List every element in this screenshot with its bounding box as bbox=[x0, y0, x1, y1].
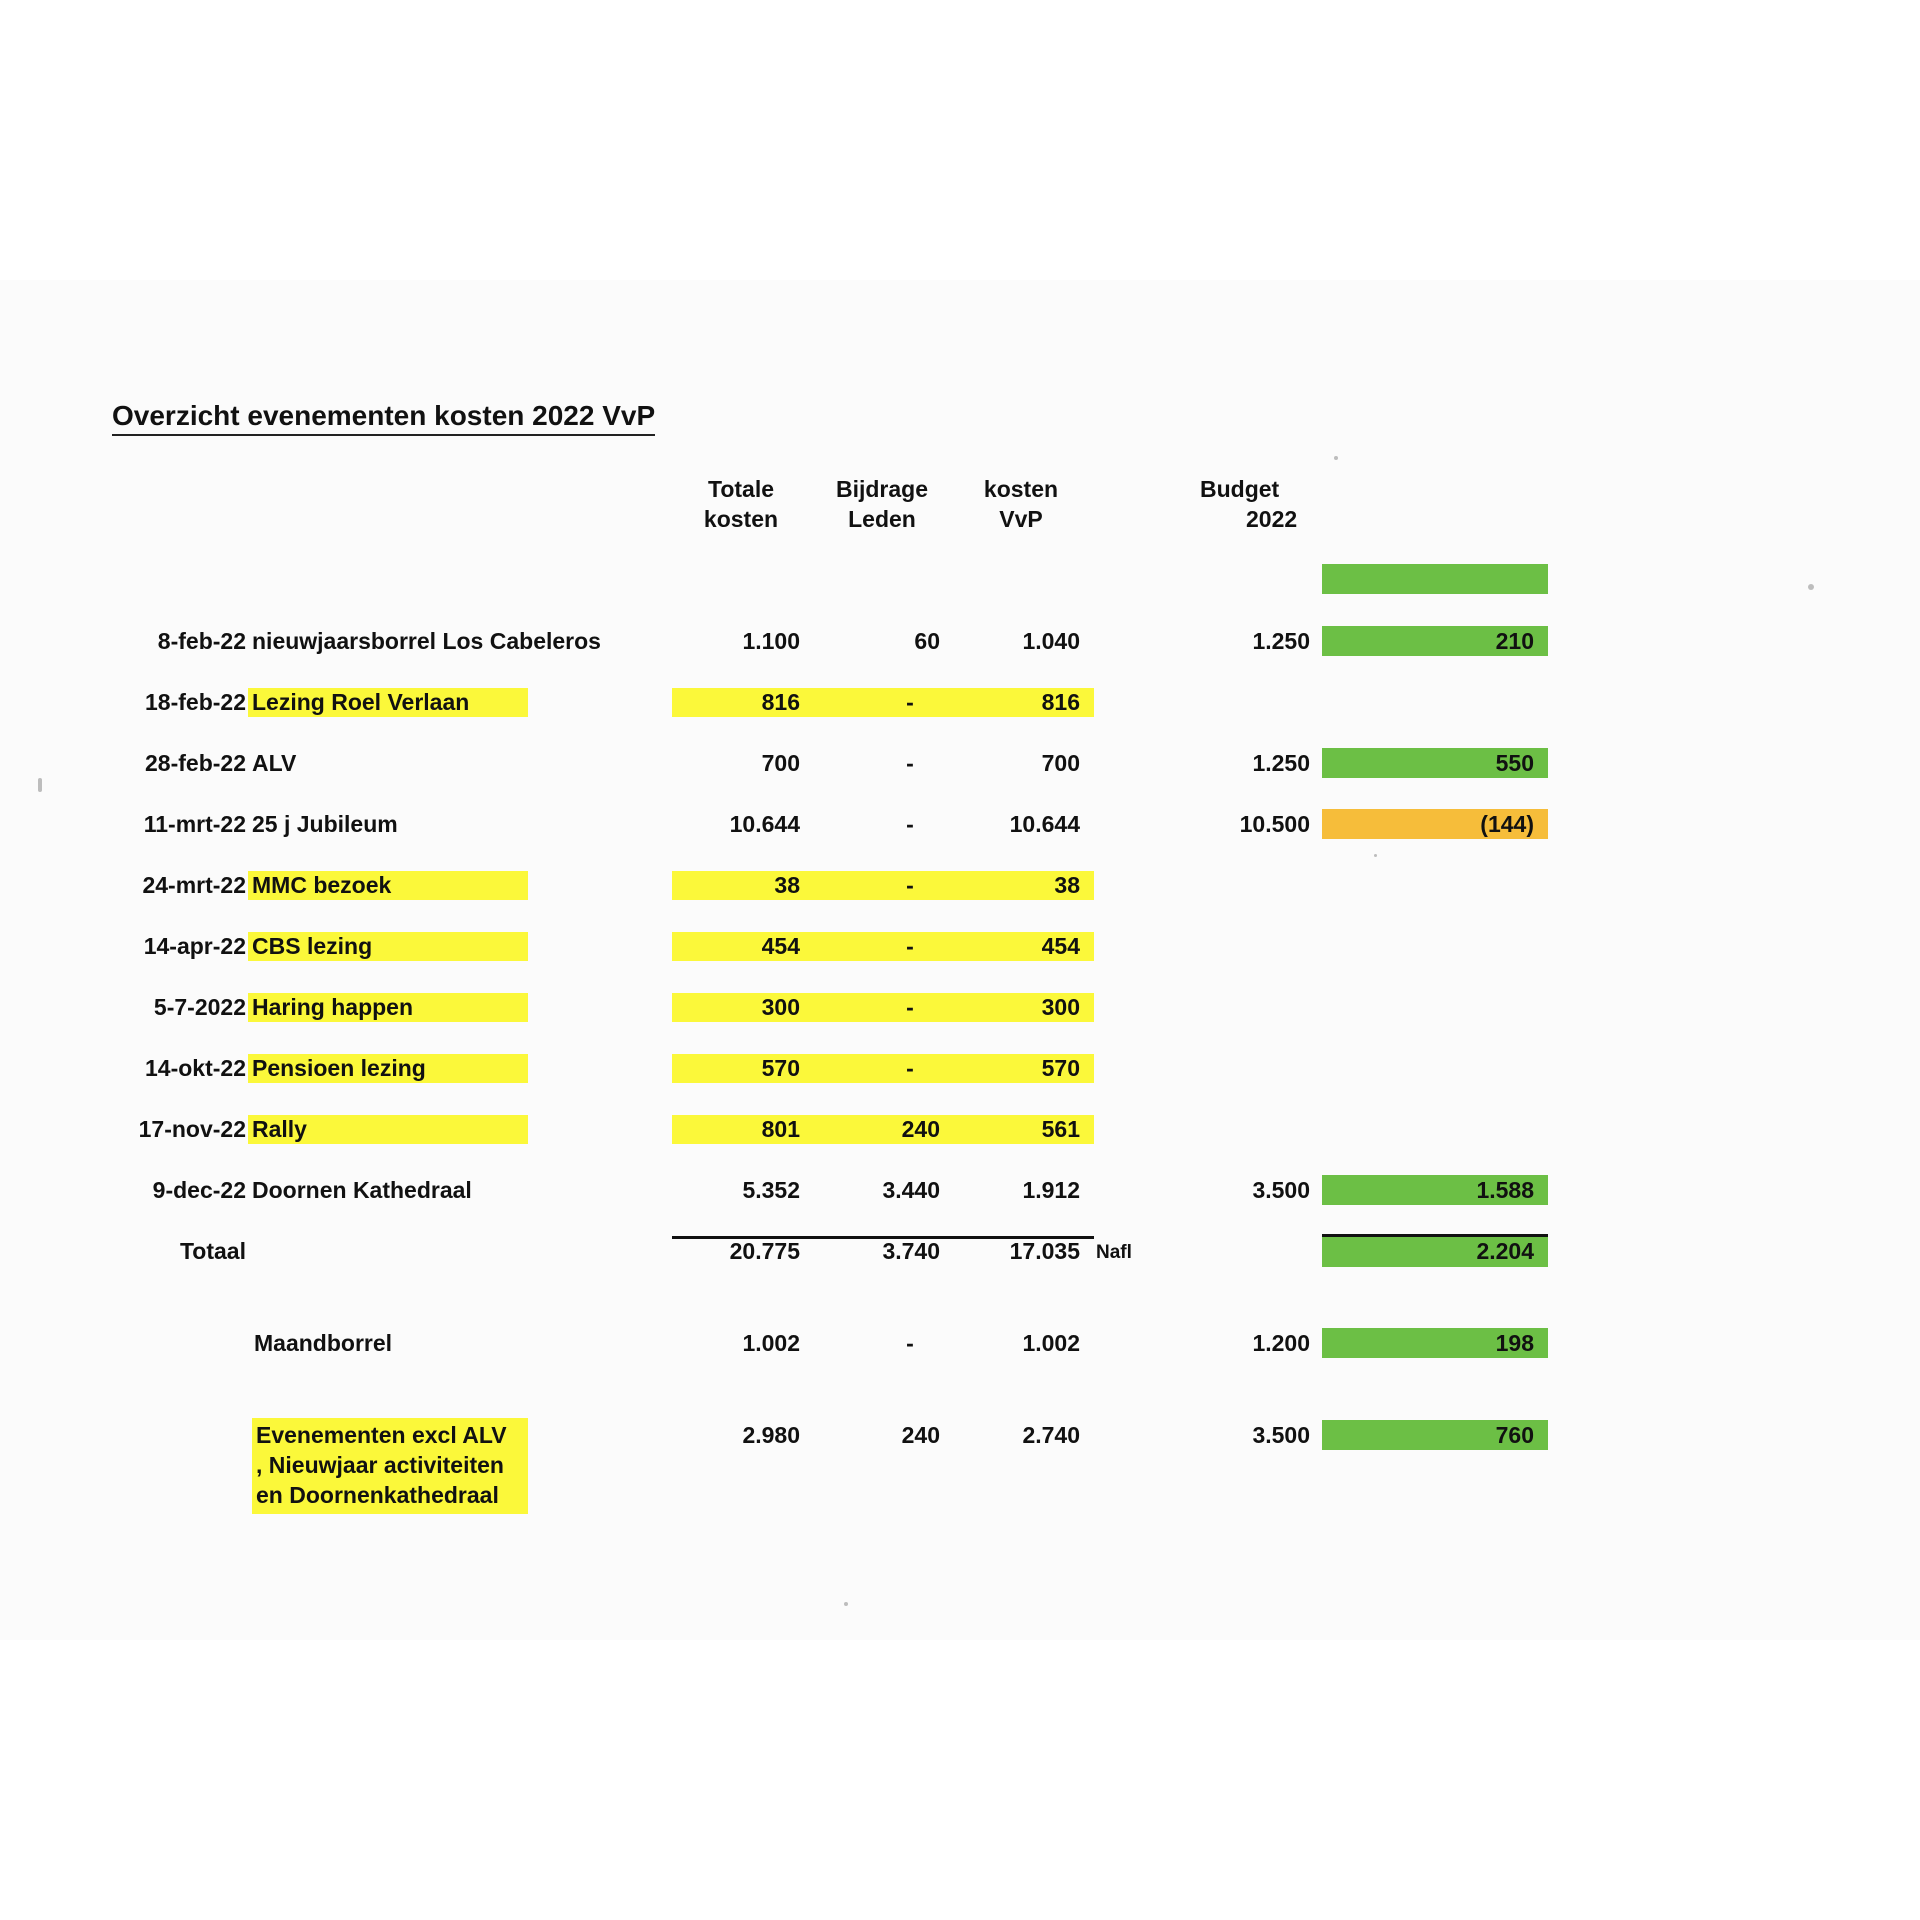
row-kosten-vvp: 454 bbox=[1041, 933, 1080, 959]
row-date: 14-okt-22 bbox=[145, 1055, 246, 1081]
row-kosten-vvp: 1.912 bbox=[1022, 1177, 1080, 1203]
row-date: 18-feb-22 bbox=[145, 689, 246, 715]
evenementen-budget: 3.500 bbox=[1252, 1422, 1310, 1448]
row-kosten-vvp: 700 bbox=[1041, 750, 1080, 776]
row-event-name: Pensioen lezing bbox=[252, 1055, 426, 1081]
scan-speck bbox=[1334, 456, 1338, 460]
row-date: 24-mrt-22 bbox=[142, 872, 246, 898]
maandborrel-bijdrage: - bbox=[906, 1330, 914, 1356]
row-event-name: nieuwjaarsborrel Los Cabeleros bbox=[252, 628, 601, 654]
row-totale-kosten: 300 bbox=[761, 994, 800, 1020]
evenementen-label: Evenementen excl ALV , Nieuwjaar activiteiten en Doornenkathedraal bbox=[252, 1418, 528, 1514]
total-bijdrage: 3.740 bbox=[882, 1238, 940, 1264]
scan-speck bbox=[38, 778, 42, 792]
maandborrel-label: Maandborrel bbox=[254, 1330, 393, 1356]
maandborrel-kosten: 1.002 bbox=[1022, 1330, 1080, 1356]
row-date: 14-apr-22 bbox=[143, 933, 246, 959]
maandborrel-totale: 1.002 bbox=[742, 1330, 800, 1356]
maandborrel-budget: 1.200 bbox=[1252, 1330, 1310, 1356]
status-bar-header bbox=[1322, 564, 1548, 594]
total-unit: Nafl bbox=[1096, 1242, 1132, 1263]
row-totale-kosten: 816 bbox=[761, 689, 800, 715]
row-kosten-vvp: 1.040 bbox=[1022, 628, 1080, 654]
row-event-name: ALV bbox=[252, 750, 297, 776]
row-date: 11-mrt-22 bbox=[143, 811, 246, 837]
row-date: 17-nov-22 bbox=[138, 1116, 246, 1142]
row-totale-kosten: 700 bbox=[761, 750, 800, 776]
row-bijdrage-leden: 60 bbox=[914, 628, 940, 654]
page-title: Overzicht evenementen kosten 2022 VvP bbox=[112, 400, 655, 436]
header-totale-kosten: Totale kosten bbox=[703, 476, 779, 532]
maandborrel-verschil: 198 bbox=[1495, 1330, 1534, 1356]
evenementen-verschil: 760 bbox=[1495, 1422, 1534, 1448]
row-totale-kosten: 1.100 bbox=[742, 628, 800, 654]
row-budget: 1.250 bbox=[1252, 628, 1310, 654]
row-totale-kosten: 454 bbox=[761, 933, 800, 959]
total-kosten: 17.035 bbox=[1009, 1238, 1080, 1264]
row-event-name: Lezing Roel Verlaan bbox=[252, 689, 470, 715]
row-budget: 3.500 bbox=[1252, 1177, 1310, 1203]
total-totale: 20.775 bbox=[729, 1238, 800, 1264]
total-verschil: 2.204 bbox=[1476, 1238, 1534, 1264]
row-verschil: (144) bbox=[1480, 811, 1534, 837]
row-date: 28-feb-22 bbox=[145, 750, 246, 776]
evenementen-bijdrage: 240 bbox=[901, 1422, 940, 1448]
row-date: 5-7-2022 bbox=[153, 994, 246, 1020]
row-event-name: MMC bezoek bbox=[252, 872, 392, 898]
row-kosten-vvp: 561 bbox=[1041, 1116, 1080, 1142]
row-bijdrage-leden: - bbox=[906, 750, 914, 776]
row-bijdrage-leden: - bbox=[906, 1055, 914, 1081]
total-label: Totaal bbox=[179, 1238, 246, 1264]
row-verschil: 210 bbox=[1495, 628, 1534, 654]
row-budget: 10.500 bbox=[1239, 811, 1310, 837]
row-event-name: CBS lezing bbox=[252, 933, 373, 959]
row-bijdrage-leden: - bbox=[906, 933, 914, 959]
row-date: 9-dec-22 bbox=[152, 1177, 246, 1203]
row-date: 8-feb-22 bbox=[157, 628, 246, 654]
header-bijdrage-leden: Bijdrage Leden bbox=[835, 476, 929, 532]
row-bijdrage-leden: - bbox=[906, 811, 914, 837]
row-totale-kosten: 801 bbox=[761, 1116, 800, 1142]
row-event-name: 25 j Jubileum bbox=[252, 811, 398, 837]
row-verschil: 1.588 bbox=[1476, 1177, 1534, 1203]
row-kosten-vvp: 300 bbox=[1041, 994, 1080, 1020]
row-verschil: 550 bbox=[1495, 750, 1534, 776]
scan-speck bbox=[1374, 854, 1377, 857]
scan-speck bbox=[1808, 584, 1814, 590]
evenementen-kosten: 2.740 bbox=[1022, 1422, 1080, 1448]
row-bijdrage-leden: - bbox=[906, 689, 914, 715]
row-event-name: Haring happen bbox=[252, 994, 414, 1020]
row-event-name: Rally bbox=[252, 1116, 307, 1142]
row-bijdrage-leden: 3.440 bbox=[882, 1177, 940, 1203]
header-kosten-vvp: kosten VvP bbox=[983, 476, 1059, 532]
scan-speck bbox=[844, 1602, 848, 1606]
row-totale-kosten: 10.644 bbox=[729, 811, 800, 837]
row-budget: 1.250 bbox=[1252, 750, 1310, 776]
row-bijdrage-leden: - bbox=[906, 994, 914, 1020]
row-kosten-vvp: 38 bbox=[1054, 872, 1080, 898]
row-totale-kosten: 5.352 bbox=[742, 1177, 800, 1203]
row-kosten-vvp: 816 bbox=[1041, 689, 1080, 715]
row-bijdrage-leden: 240 bbox=[901, 1116, 940, 1142]
row-kosten-vvp: 570 bbox=[1041, 1055, 1080, 1081]
row-event-name: Doornen Kathedraal bbox=[252, 1177, 472, 1203]
row-bijdrage-leden: - bbox=[906, 872, 914, 898]
row-totale-kosten: 38 bbox=[774, 872, 800, 898]
row-totale-kosten: 570 bbox=[761, 1055, 800, 1081]
header-budget-2022: Budget 2022 bbox=[1200, 476, 1298, 532]
evenementen-totale: 2.980 bbox=[742, 1422, 800, 1448]
row-kosten-vvp: 10.644 bbox=[1009, 811, 1080, 837]
